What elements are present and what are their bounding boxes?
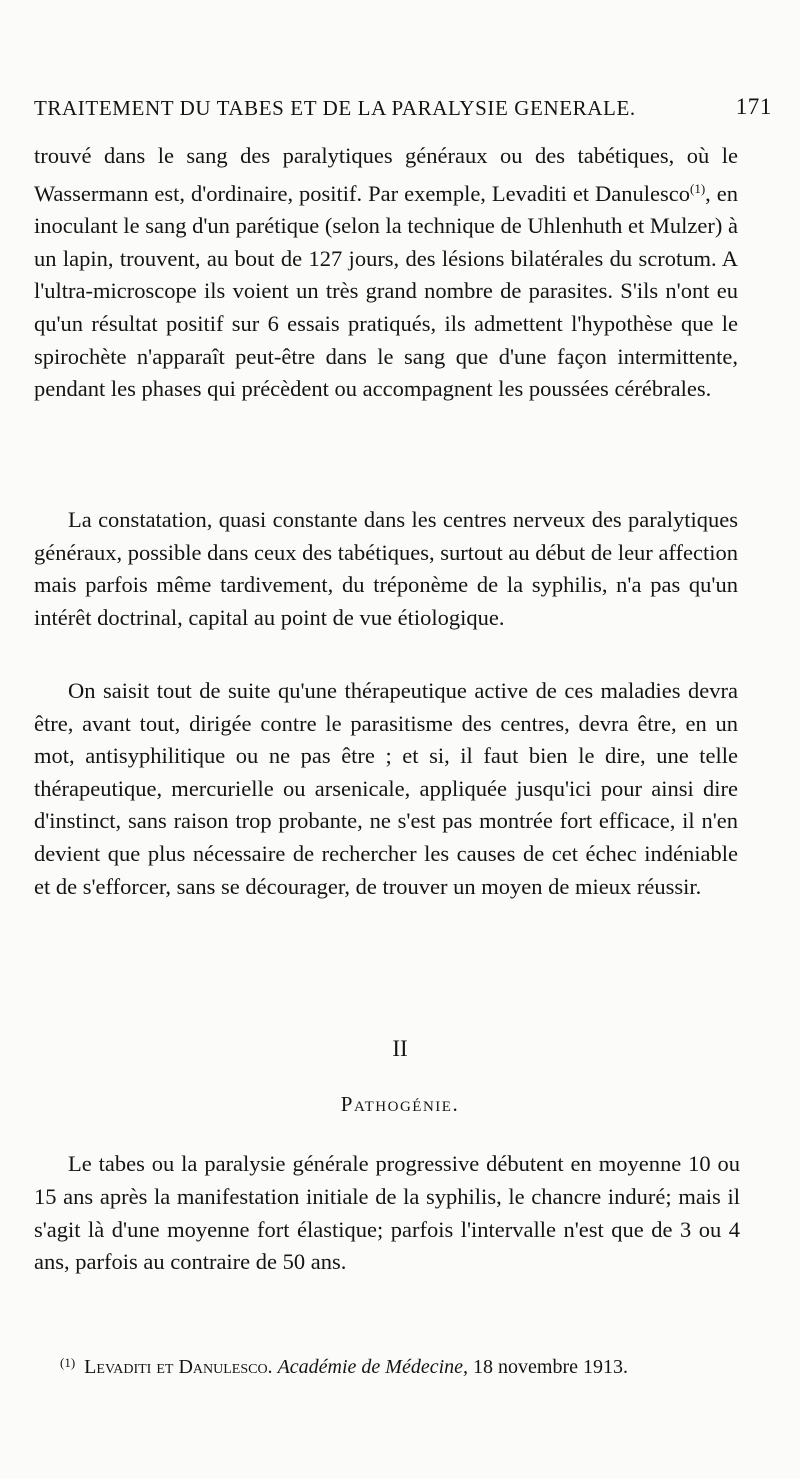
running-header [34,96,772,132]
footnote-reference: (1) [690,180,706,196]
footnote-mark: (1) [60,1355,76,1370]
paragraph-text: , en inoculant le sang d'un parétique (selon la technique de Uhlenhuth et Mulzer) à un lapin, trouvent, au bout de 127 jours, des lésions bilatérales du scrotum. A l'ultra-microscope ils voient un très grand nombre de parasites. S'ils n'ont eu qu'un résultat positif sur 6 essais pratiqués, ils admettent l'hypothèse que le spirochète n'apparaît peut-être dans le sang que d'une façon intermittente, pendant les phases qui précèdent ou accompagnent les poussées cérébrales. [34,180,738,402]
paragraph-continued [34,140,738,406]
footnote-date: 18 novembre 1913. [473,1356,628,1378]
footnote [60,1355,760,1379]
section-title: Pathogénie. [340,1092,460,1116]
paragraph-constatation: La constatation, quasi constante dans les centres nerveux des paralytiques généraux, possible dans ceux des tabétiques, surtout au début de leur affection mais parfois même tardivement, du tréponème de la syphilis, n'a pas qu'un intérêt doctrinal, capital au point de vue étiologique. [34,507,738,630]
footnote-venue: Académie de Médecine, [277,1356,469,1378]
footnote-authors: Levaditi et Danulesco. [84,1356,273,1378]
paragraph-pathogenie: Le tabes ou la paralysie générale progressive débutent en moyenne 10 ou 15 ans après la manifestation initiale de la syphilis, le chancre induré; mais il s'agit là d'une moyenne fort élastique; parfois l'intervalle n'est que de 3 ou 4 ans, parfois au contraire de 50 ans. [34,1151,740,1275]
paragraph-therapeutique: On saisit tout de suite qu'une thérapeutique active de ces maladies devra être, avant tout, dirigée contre le parasitisme des centres, devra être, en un mot, antisyphilitique ou ne pas être ; et si, il faut bien le dire, une telle thérapeutique, mercurielle ou arsenicale, appliquée jusqu'ici pour ainsi dire d'instinct, sans raison trop probante, ne s'est pas montrée fort efficace, il n'en devient que plus nécessaire de rechercher les causes de cet échec indéniable et de s'efforcer, sans se décourager, de trouver un moyen de mieux réussir. [34,678,738,899]
page-number: 171 [735,94,772,119]
paragraph-text: trouvé dans le sang des paralytiques généraux ou des tabétiques, où le Wassermann est, d'ordinaire, positif. Par exemple, Levaditi et Danulesco [34,143,738,206]
running-title: TRAITEMENT DU TABES ET DE LA PARALYSIE GENERALE. [34,96,636,120]
section-number: II [392,1036,408,1061]
